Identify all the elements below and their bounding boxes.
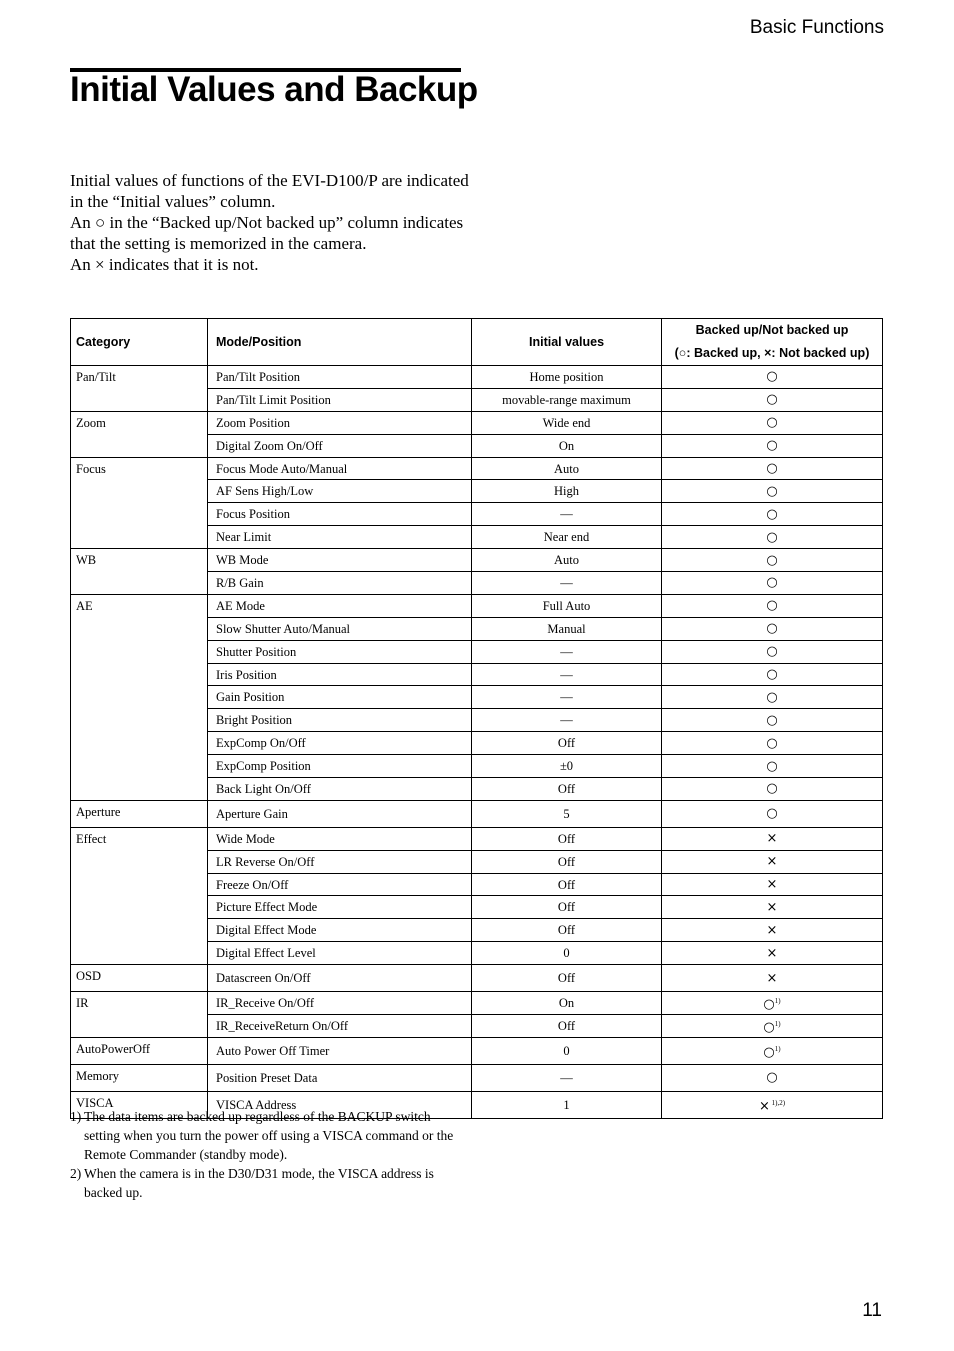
mode-cell: ExpComp Position [208, 755, 472, 778]
backup-cell [662, 617, 883, 640]
backed-up-circle-icon: ○ [766, 392, 778, 408]
mode-cell: Freeze On/Off [208, 873, 472, 896]
footnote-ref: 1),2) [769, 1098, 786, 1107]
intro-line: An × indicates that it is not. [70, 255, 259, 274]
footnote-ref: 1) [774, 1044, 781, 1053]
backup-cell [662, 457, 883, 480]
mode-cell: Picture Effect Mode [208, 896, 472, 919]
table-row [71, 965, 883, 992]
backup-cell [662, 992, 883, 1015]
initial-value-cell: On [472, 434, 662, 457]
footnote-text: When the camera is in the D30/D31 mode, the VISCA address is backed up. [84, 1166, 434, 1200]
not-backed-up-cross-icon: × [766, 970, 778, 986]
initial-value-cell: — [472, 640, 662, 663]
mode-cell: Back Light On/Off [208, 778, 472, 801]
mode-cell: Pan/Tilt Limit Position [208, 388, 472, 411]
mode-cell: Digital Effect Level [208, 942, 472, 965]
backed-up-circle-icon: ○ [766, 1070, 778, 1086]
backed-up-circle-icon: ○ [766, 415, 778, 431]
initial-value-cell: Off [472, 827, 662, 850]
backup-cell [662, 526, 883, 549]
backup-cell [662, 919, 883, 942]
backup-cell [662, 594, 883, 617]
initial-value-cell: Near end [472, 526, 662, 549]
footnote-mark: 1) [70, 1109, 82, 1124]
initial-value-cell: — [472, 686, 662, 709]
category-cell: WB [71, 549, 208, 595]
not-backed-up-cross-icon: × [766, 945, 778, 961]
intro-line: An ○ in the “Backed up/Not backed up” column indicates that the setting is memorized in the camera. [70, 213, 464, 253]
mode-cell: Wide Mode [208, 827, 472, 850]
backup-cell [662, 827, 883, 850]
initial-value-cell: 0 [472, 942, 662, 965]
initial-value-cell: Off [472, 896, 662, 919]
backup-cell [662, 1014, 883, 1037]
header-backup-line1: Backed up/Not backed up [695, 323, 849, 337]
mode-cell: Gain Position [208, 686, 472, 709]
mode-cell: AF Sens High/Low [208, 480, 472, 503]
initial-value-cell: 5 [472, 800, 662, 827]
initial-value-cell: Off [472, 1014, 662, 1037]
initial-value-cell: Off [472, 919, 662, 942]
table-row [71, 594, 883, 617]
intro-line: Initial values of functions of the EVI-D100/P are indicated in the “Initial values” column. [70, 171, 469, 211]
not-backed-up-cross-icon: × [766, 854, 778, 870]
category-cell: AutoPowerOff [71, 1037, 208, 1064]
backed-up-circle-icon: ○ [763, 996, 775, 1012]
initial-value-cell: Full Auto [472, 594, 662, 617]
category-cell: Effect [71, 827, 208, 964]
mode-cell: Zoom Position [208, 411, 472, 434]
backed-up-circle-icon: ○ [766, 598, 778, 614]
initial-value-cell: Off [472, 778, 662, 801]
table-row [71, 411, 883, 434]
table-row [71, 457, 883, 480]
table-row [71, 549, 883, 572]
initial-value-cell: Off [472, 873, 662, 896]
category-cell: Focus [71, 457, 208, 549]
backup-cell [662, 965, 883, 992]
category-cell: Memory [71, 1064, 208, 1091]
backup-cell [662, 640, 883, 663]
table-row [71, 992, 883, 1015]
initial-value-cell: — [472, 663, 662, 686]
not-backed-up-cross-icon: × [766, 899, 778, 915]
not-backed-up-cross-icon: × [758, 1098, 770, 1114]
table-body [71, 366, 883, 1119]
mode-cell: Digital Zoom On/Off [208, 434, 472, 457]
initial-values-table [70, 318, 883, 1119]
backed-up-circle-icon: ○ [766, 689, 778, 705]
initial-value-cell: Manual [472, 617, 662, 640]
mode-cell: IR_Receive On/Off [208, 992, 472, 1015]
backed-up-circle-icon: ○ [766, 483, 778, 499]
backed-up-circle-icon: ○ [766, 369, 778, 385]
initial-value-cell: Off [472, 850, 662, 873]
category-cell: Pan/Tilt [71, 366, 208, 412]
backup-cell [662, 1064, 883, 1091]
backup-cell [662, 503, 883, 526]
backup-cell [662, 942, 883, 965]
header-category: Category [71, 319, 208, 366]
backup-cell [662, 411, 883, 434]
footnote-ref: 1) [774, 996, 781, 1005]
not-backed-up-cross-icon: × [766, 831, 778, 847]
backed-up-circle-icon: ○ [766, 644, 778, 660]
backed-up-circle-icon: ○ [766, 506, 778, 522]
mode-cell: AE Mode [208, 594, 472, 617]
backup-cell [662, 800, 883, 827]
table-row [71, 366, 883, 389]
backup-cell [662, 755, 883, 778]
header-backup [662, 319, 883, 366]
mode-cell: Slow Shutter Auto/Manual [208, 617, 472, 640]
backed-up-circle-icon: ○ [766, 781, 778, 797]
backed-up-circle-icon: ○ [766, 806, 778, 822]
initial-value-cell: High [472, 480, 662, 503]
initial-value-cell: Wide end [472, 411, 662, 434]
not-backed-up-cross-icon: × [766, 922, 778, 938]
mode-cell: Auto Power Off Timer [208, 1037, 472, 1064]
mode-cell: Datascreen On/Off [208, 965, 472, 992]
mode-cell: ExpComp On/Off [208, 732, 472, 755]
initial-value-cell: 1 [472, 1091, 662, 1118]
category-cell: Zoom [71, 411, 208, 457]
backed-up-circle-icon: ○ [766, 758, 778, 774]
backup-cell [662, 778, 883, 801]
backed-up-circle-icon: ○ [766, 667, 778, 683]
backup-cell [662, 388, 883, 411]
page-number: 11 [862, 1300, 882, 1321]
table-row [71, 827, 883, 850]
mode-cell: Position Preset Data [208, 1064, 472, 1091]
initial-value-cell: On [472, 992, 662, 1015]
initial-value-cell: ±0 [472, 755, 662, 778]
initial-value-cell: 0 [472, 1037, 662, 1064]
backup-cell [662, 732, 883, 755]
footnote [70, 1107, 470, 1164]
mode-cell: Pan/Tilt Position [208, 366, 472, 389]
backup-cell [662, 686, 883, 709]
category-cell: IR [71, 992, 208, 1038]
initial-value-cell: — [472, 1064, 662, 1091]
initial-values-table-wrapper [70, 318, 883, 1119]
mode-cell: Bright Position [208, 709, 472, 732]
footnote-ref: 1) [774, 1019, 781, 1028]
mode-cell: LR Reverse On/Off [208, 850, 472, 873]
footnote-mark: 2) [70, 1166, 82, 1181]
category-cell: VISCA [71, 1091, 208, 1118]
backup-cell [662, 480, 883, 503]
mode-cell: IR_ReceiveReturn On/Off [208, 1014, 472, 1037]
backup-cell [662, 572, 883, 595]
backed-up-circle-icon: ○ [766, 712, 778, 728]
backup-cell [662, 896, 883, 919]
backed-up-circle-icon: ○ [766, 529, 778, 545]
header-backup-line2: (○: Backed up, ×: Not backed up) [674, 346, 870, 360]
backed-up-circle-icon: ○ [766, 461, 778, 476]
mode-cell: WB Mode [208, 549, 472, 572]
category-cell: Aperture [71, 800, 208, 827]
mode-cell: VISCA Address [208, 1091, 472, 1118]
mode-cell: Focus Mode Auto/Manual [208, 457, 472, 480]
backed-up-circle-icon: ○ [766, 552, 778, 568]
initial-value-cell: Off [472, 965, 662, 992]
category-cell: OSD [71, 965, 208, 992]
initial-value-cell: — [472, 572, 662, 595]
header-initial: Initial values [472, 319, 662, 366]
mode-cell: Shutter Position [208, 640, 472, 663]
initial-value-cell: — [472, 503, 662, 526]
initial-value-cell: Auto [472, 549, 662, 572]
intro-text [70, 170, 470, 275]
backed-up-circle-icon: ○ [766, 575, 778, 591]
initial-value-cell: movable-range maximum [472, 388, 662, 411]
initial-value-cell: Off [472, 732, 662, 755]
header-mode: Mode/Position [208, 319, 472, 366]
mode-cell: Focus Position [208, 503, 472, 526]
table-header-row [71, 319, 883, 366]
backup-cell [662, 434, 883, 457]
initial-value-cell: — [472, 709, 662, 732]
backup-cell [662, 366, 883, 389]
backup-cell [662, 850, 883, 873]
backup-cell [662, 549, 883, 572]
initial-value-cell: Auto [472, 457, 662, 480]
backed-up-circle-icon: ○ [766, 621, 778, 637]
mode-cell: Near Limit [208, 526, 472, 549]
backed-up-circle-icon: ○ [766, 438, 778, 454]
mode-cell: R/B Gain [208, 572, 472, 595]
table-row [71, 1064, 883, 1091]
initial-value-cell: Home position [472, 366, 662, 389]
table-row [71, 1037, 883, 1064]
footnote [70, 1164, 470, 1202]
category-cell: AE [71, 594, 208, 800]
backed-up-circle-icon: ○ [763, 1044, 775, 1060]
backup-cell [662, 1091, 883, 1118]
backup-cell [662, 1037, 883, 1064]
footnote-text: The data items are backed up regardless of the BACKUP switch setting when you turn the power off using a VISCA command or the Remote Commander (standby mode). [84, 1109, 454, 1162]
section-title: Basic Functions [749, 17, 884, 38]
footnotes [70, 1107, 470, 1202]
backed-up-circle-icon: ○ [763, 1019, 775, 1035]
table-row [71, 800, 883, 827]
backed-up-circle-icon: ○ [766, 735, 778, 751]
backup-cell [662, 873, 883, 896]
page-title: Initial Values and Backup [70, 70, 478, 109]
backup-cell [662, 709, 883, 732]
mode-cell: Aperture Gain [208, 800, 472, 827]
not-backed-up-cross-icon: × [766, 877, 778, 893]
mode-cell: Digital Effect Mode [208, 919, 472, 942]
backup-cell [662, 663, 883, 686]
mode-cell: Iris Position [208, 663, 472, 686]
